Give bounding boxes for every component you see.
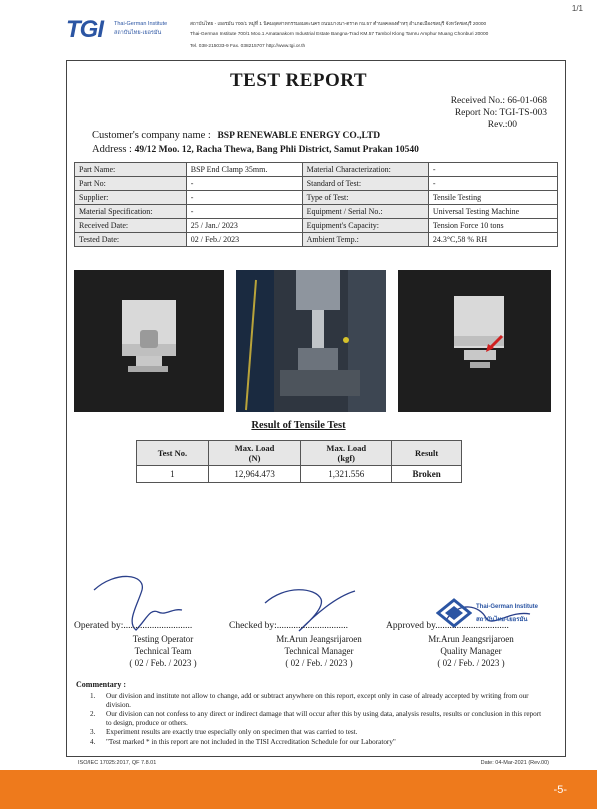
checked-by-line: Checked by:..............................: [229, 621, 349, 631]
header-address-th: สถาบันไทย - เยอรมัน 700/1 หมู่ที่ 1 นิคมอุตสาหกรรมอมตะนคร ถนนบางนา-ตราด กม.57 ตำบลคลองตำหรุ อำเภอเมืองชลบุรี จังหวัดชลบุรี 20000: [190, 22, 487, 27]
commentary-number: 2.: [90, 710, 96, 718]
approver-name: Mr.Arun Jeangsrijaroen: [428, 634, 514, 644]
info-value: -: [186, 191, 302, 205]
table-row: [75, 177, 558, 191]
header-address-en: Thai-German Institute 700/1 Moo.1 Amatanakorn Industrial Estate Bangna-Trad KM.57 Tambol Klong Tamru Amphur Muang Chonburi 20000: [190, 32, 489, 37]
info-value: -: [186, 205, 302, 219]
table-row: [75, 205, 558, 219]
address-line: [92, 144, 419, 155]
info-label: Equipment / Serial No.:: [302, 205, 428, 219]
testing-machine-image: [236, 270, 386, 412]
institute-name-en: Thai-German Institute: [114, 21, 168, 27]
cell-test-no: 1: [137, 466, 209, 483]
operator-team: Technical Team: [134, 646, 192, 656]
footer-date: Date: 04-Mar-2021 (Rev.00): [480, 760, 549, 766]
clamp-image: [74, 270, 224, 412]
cell-result: Broken: [392, 466, 462, 483]
commentary-number: 1.: [90, 692, 96, 700]
footer-form-code: ISO/IEC 17025:2017, QF 7.8.01: [78, 760, 157, 766]
specimen-photo-before: [74, 270, 224, 412]
stamp-name-th: สถาบันไทย-เยอรมัน: [476, 617, 528, 623]
commentary-item-2: [90, 710, 542, 727]
info-label: Received Date:: [75, 219, 187, 233]
commentary-item-3: [90, 728, 542, 737]
table-row: [75, 191, 558, 205]
header-max-load-kgf: Max. Load (kgf): [301, 441, 392, 466]
commentary-text: "Test marked * in this report are not included in the TISI Accreditation Schedule for our Laboratory": [106, 738, 396, 746]
operator-block: [88, 633, 238, 669]
info-label: Part Name:: [75, 163, 187, 177]
commentary-number: 3.: [90, 728, 96, 736]
approver-date: ( 02 / Feb. / 2023 ): [437, 658, 505, 668]
received-no: Received No.: 66-01-068: [450, 96, 547, 106]
footer-band: [0, 770, 597, 809]
info-label: Equipment's Capacity:: [302, 219, 428, 233]
info-label: Material Characterization:: [302, 163, 428, 177]
info-value: Tensile Testing: [428, 191, 557, 205]
commentary-number: 4.: [90, 738, 96, 746]
info-label: Standard of Test:: [302, 177, 428, 191]
checker-name: Mr.Arun Jeangsrijaroen: [276, 634, 362, 644]
table-row: [75, 163, 558, 177]
page-number: 1/1: [571, 4, 583, 13]
commentary-text: Experiment results are exactly true especially only on specimen that was carried to test.: [106, 728, 358, 736]
tgi-logo: TGI: [66, 16, 103, 43]
stamp-name-en: Thai-German Institute: [476, 604, 539, 610]
info-value: Tension Force 10 tons: [428, 219, 557, 233]
approver-block: [396, 633, 546, 669]
checker-title: Technical Manager: [284, 646, 354, 656]
checker-block: [244, 633, 394, 669]
info-value: -: [428, 177, 557, 191]
operated-by-line: Operated by:.............................: [74, 621, 193, 631]
address-label: Address :: [92, 144, 132, 155]
result-table: [136, 440, 462, 483]
broken-clamp-image: [398, 270, 551, 412]
header-max-load-n: Max. Load (N): [208, 441, 300, 466]
header-result: Result: [392, 441, 462, 466]
revision: Rev.:00: [487, 120, 517, 130]
commentary-item-1: [90, 692, 542, 709]
report-no: Report No: TGI-TS-003: [454, 108, 547, 118]
info-label: Ambient Temp.:: [302, 233, 428, 247]
customer-line: [92, 130, 380, 141]
checker-date: ( 02 / Feb. / 2023 ): [285, 658, 353, 668]
approver-title: Quality Manager: [440, 646, 502, 656]
institute-name: [114, 20, 167, 38]
info-value: 24.3°C,58 % RH: [428, 233, 557, 247]
info-label: Material Specification:: [75, 205, 187, 219]
commentary-text: Our division can not confess to any direct or indirect damage that will occur after this by using data, analysis results, results or conclusion in this report to design, produce or others.: [106, 710, 542, 727]
address-value: 49/12 Moo. 12, Racha Thewa, Bang Phli District, Samut Prakan 10540: [134, 145, 419, 155]
commentary-item-4: [90, 738, 542, 747]
info-table: [74, 162, 558, 247]
info-value: 02 / Feb./ 2023: [186, 233, 302, 247]
commentary-text: Our division and institute not allow to change, add or subtract anywhere on this report, except only in case of already accepted by writing from our division.: [106, 692, 529, 709]
info-label: Part No:: [75, 177, 187, 191]
result-title: Result of Tensile Test: [251, 420, 346, 431]
info-value: -: [428, 163, 557, 177]
table-row: [75, 219, 558, 233]
cell-load-kgf: 1,321.556: [301, 466, 392, 483]
cell-load-n: 12,964.473: [208, 466, 300, 483]
info-label: Type of Test:: [302, 191, 428, 205]
customer-label: Customer's company name :: [92, 130, 211, 141]
customer-name: BSP RENEWABLE ENERGY CO.,LTD: [217, 131, 381, 141]
header-contact: Tel. 038-215033-9 Fax. 038215707 http://www.tgi.or.th: [190, 44, 306, 49]
table-row: [75, 233, 558, 247]
test-setup-photo: [236, 270, 386, 412]
operator-title: Testing Operator: [132, 634, 194, 644]
commentary-title: Commentary :: [76, 680, 126, 689]
specimen-photo-after: [398, 270, 551, 412]
approved-by-line: Approved by...............................: [386, 621, 509, 631]
header-test-no: Test No.: [137, 441, 209, 466]
report-title: TEST REPORT: [230, 70, 367, 91]
info-value: 25 / Jan./ 2023: [186, 219, 302, 233]
operator-date: ( 02 / Feb. / 2023 ): [129, 658, 197, 668]
band-page-number: -5-: [553, 784, 567, 796]
info-label: Supplier:: [75, 191, 187, 205]
info-label: Tested Date:: [75, 233, 187, 247]
info-value: -: [186, 177, 302, 191]
table-row: [137, 466, 462, 483]
info-value: Universal Testing Machine: [428, 205, 557, 219]
institute-name-th: สถาบันไทย-เยอรมัน: [114, 30, 162, 36]
info-value: BSP End Clamp 35mm.: [186, 163, 302, 177]
